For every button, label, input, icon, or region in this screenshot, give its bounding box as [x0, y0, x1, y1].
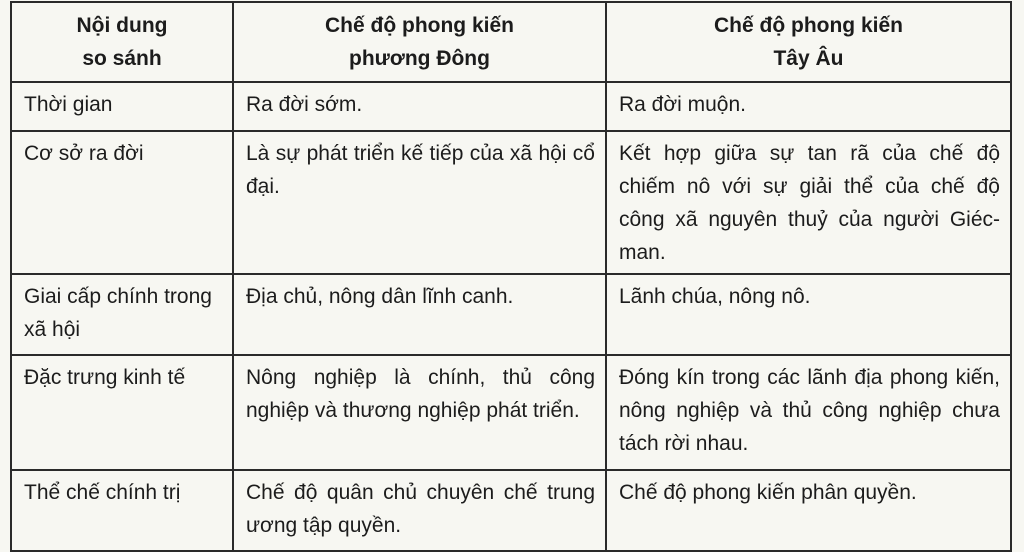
western-text: Kết hợp giữa sự tan rã của chế độ chiếm nô với sự giải thể của chế độ công xã nguyên thuỷ của người Giéc-man. [619, 142, 1000, 264]
header-western-feudalism-text: Chế độ phong kiến Tây Âu [714, 14, 903, 70]
header-eastern-feudalism [233, 2, 606, 82]
eastern-text: Địa chủ, nông dân lĩnh canh. [246, 285, 514, 308]
row-label: Giai cấp chính trong xã hội [24, 285, 212, 341]
table-row [11, 82, 1011, 131]
table-row [11, 470, 1011, 551]
eastern-cell [233, 274, 606, 355]
western-cell [606, 355, 1011, 470]
row-label: Thể chế chính trị [24, 481, 181, 504]
table-row [11, 131, 1011, 274]
header-eastern-feudalism-text: Chế độ phong kiến phương Đông [325, 14, 514, 70]
western-text: Chế độ phong kiến phân quyền. [619, 481, 917, 504]
row-label: Đặc trưng kinh tế [24, 366, 186, 389]
row-label-cell [11, 82, 233, 131]
western-cell [606, 470, 1011, 551]
western-cell [606, 274, 1011, 355]
row-label-cell [11, 131, 233, 274]
row-label-cell [11, 355, 233, 470]
western-cell [606, 131, 1011, 274]
eastern-cell [233, 355, 606, 470]
eastern-cell [233, 82, 606, 131]
eastern-cell [233, 470, 606, 551]
header-western-feudalism [606, 2, 1011, 82]
eastern-text: Chế độ quân chủ chuyên chế trung ương tập quyền. [246, 481, 595, 537]
header-comparison-content [11, 2, 233, 82]
western-text: Đóng kín trong các lãnh địa phong kiến, nông nghiệp và thủ công nghiệp chưa tách rời nhau. [619, 366, 1000, 455]
eastern-text: Ra đời sớm. [246, 93, 363, 116]
row-label-cell [11, 470, 233, 551]
header-comparison-content-text: Nội dung so sánh [76, 14, 168, 70]
row-label-cell [11, 274, 233, 355]
western-text: Ra đời muộn. [619, 93, 746, 116]
eastern-cell [233, 131, 606, 274]
table-row [11, 274, 1011, 355]
row-label: Cơ sở ra đời [24, 142, 144, 165]
comparison-table [10, 1, 1012, 552]
western-text: Lãnh chúa, nông nô. [619, 285, 811, 308]
table-header-row [11, 2, 1011, 82]
row-label: Thời gian [24, 93, 113, 116]
comparison-table-container [10, 1, 1010, 552]
eastern-text: Nông nghiệp là chính, thủ công nghiệp và thương nghiệp phát triển. [246, 366, 595, 422]
western-cell [606, 82, 1011, 131]
table-row [11, 355, 1011, 470]
eastern-text: Là sự phát triển kế tiếp của xã hội cổ đại. [246, 142, 595, 198]
